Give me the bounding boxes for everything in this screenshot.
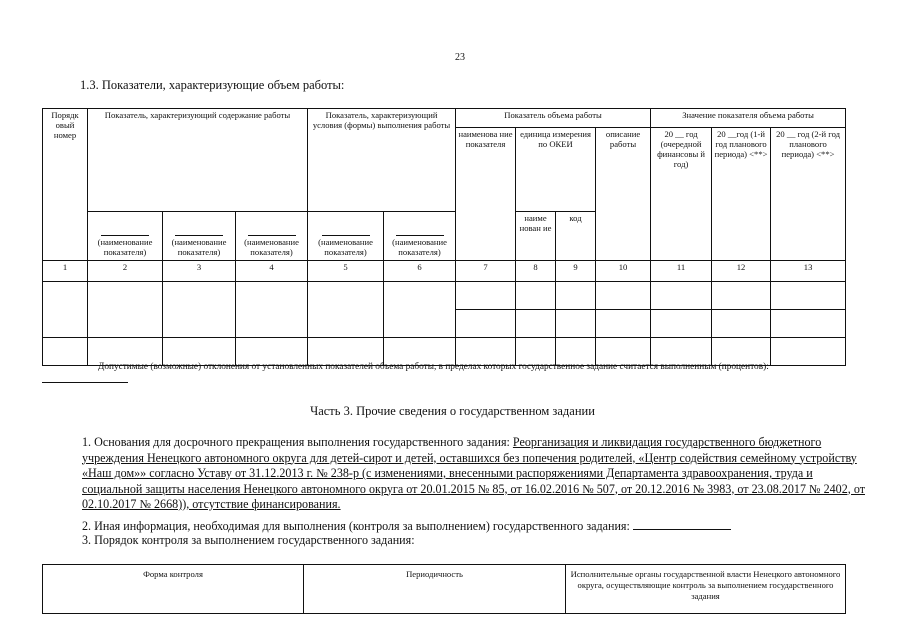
header-content-indicator: Показатель, характеризующий содержание работы bbox=[88, 109, 308, 212]
column-number: 9 bbox=[556, 261, 596, 282]
tolerance-fill-line[interactable] bbox=[42, 382, 128, 383]
header-year-3: 20 __ год (2-й год планового периода) <**> bbox=[771, 128, 846, 261]
table-cell[interactable] bbox=[651, 310, 712, 338]
table-cell[interactable] bbox=[712, 310, 771, 338]
part3-title: Часть 3. Прочие сведения о государственном задании bbox=[310, 404, 595, 418]
table-cell[interactable] bbox=[456, 282, 516, 310]
header-volume-values: Значение показателя объема работы bbox=[651, 109, 846, 128]
header-control-form: Форма контроля bbox=[43, 565, 304, 614]
table-cell[interactable] bbox=[456, 310, 516, 338]
header-control-bodies: Исполнительные органы государственной власти Ненецкого автономного округа, осуществляющие контроль за выполнением государственного задания bbox=[566, 565, 846, 614]
header-work-description: описание работы bbox=[596, 128, 651, 261]
header-volume-indicator: Показатель объема работы bbox=[456, 109, 651, 128]
table-cell[interactable] bbox=[43, 338, 88, 366]
header-order: Порядк овый номер bbox=[43, 109, 88, 261]
sub-indicator-name: (наименование показателя) bbox=[308, 212, 384, 261]
column-number: 8 bbox=[516, 261, 556, 282]
table-row bbox=[43, 282, 846, 310]
tolerance-text: Допустимые (возможные) отклонения от установленных показателей объема работы, в пределах которых государственное задание считается выполненным (процентов): bbox=[98, 362, 769, 372]
column-number: 12 bbox=[712, 261, 771, 282]
other-info-label: 2. Иная информация, необходимая для выполнения (контроля за выполнением) государственного задания: bbox=[82, 519, 630, 533]
table-cell[interactable] bbox=[651, 282, 712, 310]
sub-indicator-name: (наименование показателя) bbox=[384, 212, 456, 261]
page-number: 23 bbox=[455, 52, 465, 63]
header-indicator-name: наименова ние показателя bbox=[456, 128, 516, 261]
header-unit-name: наиме нован ие bbox=[516, 212, 556, 261]
column-number: 6 bbox=[384, 261, 456, 282]
table-cell[interactable] bbox=[771, 338, 846, 366]
table-cell[interactable] bbox=[43, 282, 88, 338]
column-number: 1 bbox=[43, 261, 88, 282]
section-title: 1.3. Показатели, характеризующие объем работы: bbox=[80, 78, 345, 92]
table-cell[interactable] bbox=[88, 282, 163, 338]
termination-grounds-value: Реорганизация и ликвидация государственного бюджетного учреждения Ненецкого автономного округа для детей-сирот и детей, оставшихся без попечения родителей, «Центр содействия семейному устройству «Наш дом»» согласно Уставу от 31.12.2013 г. № 238-р (с изменениями, внесенными распоряжениями Департамента здравоохранения, труда и социальной защиты населения Ненецкого автономного округа от 20.01.2015 № 85, от 16.02.2016 № 507, от 20.12.2016 № 3983, от 23.08.2017 № 2402, от 02.10.2017 № 2668)), отсутствие финансирования. bbox=[82, 435, 865, 511]
header-year-1: 20 __ год (очередной финансовы й год) bbox=[651, 128, 712, 261]
table-cell[interactable] bbox=[516, 310, 556, 338]
table-cell[interactable] bbox=[712, 282, 771, 310]
sub-indicator-name: (наименование показателя) bbox=[236, 212, 308, 261]
table-cell[interactable] bbox=[384, 282, 456, 338]
table-cell[interactable] bbox=[596, 310, 651, 338]
table-cell[interactable] bbox=[596, 282, 651, 310]
termination-grounds-label: 1. Основания для досрочного прекращения выполнения государственного задания: bbox=[82, 435, 513, 449]
work-volume-table bbox=[42, 108, 846, 366]
table-cell[interactable] bbox=[556, 310, 596, 338]
table-cell[interactable] bbox=[236, 282, 308, 338]
other-info-fill-line[interactable] bbox=[633, 517, 731, 530]
column-number: 13 bbox=[771, 261, 846, 282]
column-number: 3 bbox=[163, 261, 236, 282]
termination-grounds-paragraph bbox=[82, 435, 872, 513]
table-cell[interactable] bbox=[771, 310, 846, 338]
column-number: 4 bbox=[236, 261, 308, 282]
sub-indicator-name: (наименование показателя) bbox=[163, 212, 236, 261]
header-unit-code: код bbox=[556, 212, 596, 261]
header-year-2: 20 __год (1-й год планового периода) <**> bbox=[712, 128, 771, 261]
column-number: 10 bbox=[596, 261, 651, 282]
column-number: 5 bbox=[308, 261, 384, 282]
sub-indicator-name: (наименование показателя) bbox=[88, 212, 163, 261]
table-cell[interactable] bbox=[163, 282, 236, 338]
header-unit-okei: единица измерения по ОКЕИ bbox=[516, 128, 596, 212]
column-number-row bbox=[43, 261, 846, 282]
column-number: 11 bbox=[651, 261, 712, 282]
column-number: 2 bbox=[88, 261, 163, 282]
header-periodicity: Периодичность bbox=[304, 565, 566, 614]
table-cell[interactable] bbox=[771, 282, 846, 310]
table-cell[interactable] bbox=[556, 282, 596, 310]
header-conditions-indicator: Показатель, характеризующий условия (формы) выполнения работы bbox=[308, 109, 456, 212]
column-number: 7 bbox=[456, 261, 516, 282]
other-info-paragraph bbox=[82, 517, 872, 535]
control-procedure-paragraph: 3. Порядок контроля за выполнением государственного задания: bbox=[82, 533, 415, 547]
table-cell[interactable] bbox=[308, 282, 384, 338]
table-cell[interactable] bbox=[516, 282, 556, 310]
control-table bbox=[42, 564, 846, 614]
